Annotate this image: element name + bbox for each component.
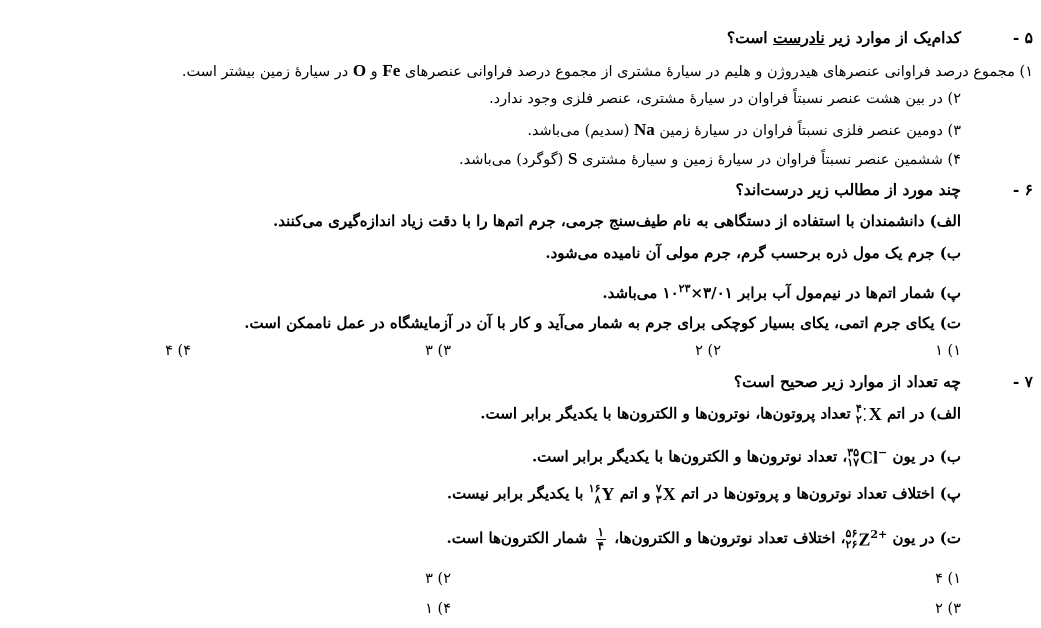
q6-statement-a: الف) دانشمندان با استفاده از دستگاهی به نام طیف‌سنج جرمی، جرم اتم‌ها را با دقت زیاد اندازه‌گیری می‌کنند. xyxy=(273,212,961,230)
q6-choice-1[interactable]: ۱) ۱ xyxy=(935,343,961,359)
q6-statement-b: ب) جرم یک مول ذره برحسب گرم، جرم مولی آن نامیده می‌شود. xyxy=(545,244,961,262)
q7-statement-p: پ) اختلاف تعداد نوترون‌ها و پروتون‌ها در اتم ۷ ۳X و اتم ۱۶ ۸Y با یکدیگر برابر نیست. xyxy=(446,482,961,506)
q6-statement-p: پ) شمار اتم‌ها در نیم‌مول آب برابر $۳/۰۱\times ۱۰^{۲۳}$ می‌باشد. xyxy=(602,282,961,302)
q7-statement-t: ت) در یون ۵۶ $۲۶Z^{2+}،$ اختلاف تعداد نوترون‌ها و الکترون‌ها، $\frac{۱}{۴}$ شمار الکترون‌ها است. xyxy=(446,525,961,553)
q5-option-2: ۲) در بین هشت عنصر نسبتاً فراوان در سیارهٔ مشتری، عنصر فلزی وجود ندارد. xyxy=(489,91,961,107)
nuclide-symbol: ۷ ۳X xyxy=(655,482,676,506)
question-number: ۷ - xyxy=(1012,372,1033,391)
q7-statement-a: الف) در اتم ۴۰ ۲۰X تعداد پروتون‌ها، نوترون‌ها و الکترون‌ها با یکدیگر برابر است. xyxy=(480,402,961,426)
question-number: ۵ - xyxy=(1012,28,1033,47)
q7-choice-2[interactable]: ۲) ۳ xyxy=(425,571,451,587)
q6-choice-4[interactable]: ۴) ۴ xyxy=(165,343,191,359)
q5-option-3: ۳) دومین عنصر فلزی نسبتاً فراوان در سیارهٔ زمین Na (سدیم) می‌باشد. xyxy=(527,120,961,139)
question-6-header xyxy=(0,180,1041,202)
question-text: چند مورد از مطالب زیر درست‌اند؟ xyxy=(735,180,961,199)
question-text: کدام‌یک از موارد زیر نادرست است؟ xyxy=(726,28,961,47)
q7-statement-b: ب) در یون ۳۵ ۱۷Cl−، تعداد نوترون‌ها و الکترون‌ها با یکدیگر برابر است. xyxy=(531,445,961,469)
q6-choice-2[interactable]: ۲) ۲ xyxy=(695,343,721,359)
q6-choice-3[interactable]: ۳) ۳ xyxy=(425,343,451,359)
q5-option-4: ۴) ششمین عنصر نسبتاً فراوان در سیارهٔ زمین و سیارهٔ مشتری S (گوگرد) می‌باشد. xyxy=(458,149,961,168)
nuclide-symbol: ۵۶ $۲۶Z^{2+}$ xyxy=(845,527,888,551)
q7-choice-1[interactable]: ۱) ۴ xyxy=(935,571,961,587)
question-number: ۶ - xyxy=(1012,180,1033,199)
question-5-header xyxy=(0,28,1041,50)
question-7-header xyxy=(0,372,1041,394)
nuclide-symbol: ۴۰ ۲۰X xyxy=(855,402,882,426)
question-text: چه تعداد از موارد زیر صحیح است؟ xyxy=(733,372,961,391)
q7-choice-3[interactable]: ۳) ۲ xyxy=(935,601,961,617)
q6-statement-t: ت) یکای جرم اتمی، یکای بسیار کوچکی برای جرم به شمار می‌آید و کار با آن در آزمایشگاه در عمل ناممکن است. xyxy=(244,314,961,332)
q5-option-1: ۱) مجموع درصد فراوانی عنصرهای هیدروژن و هلیم در سیارهٔ مشتری از مجموع درصد فراوانی عنصرهای Fe و O در سیارهٔ زمین بیشتر است. xyxy=(181,61,1033,80)
nuclide-symbol: ۳۵ ۱۷Cl− xyxy=(847,445,888,469)
q7-choice-4[interactable]: ۴) ۱ xyxy=(425,601,451,617)
fraction: $\frac{۱}{۴}$ xyxy=(597,525,604,553)
nuclide-symbol: ۱۶ ۸Y xyxy=(588,482,615,506)
